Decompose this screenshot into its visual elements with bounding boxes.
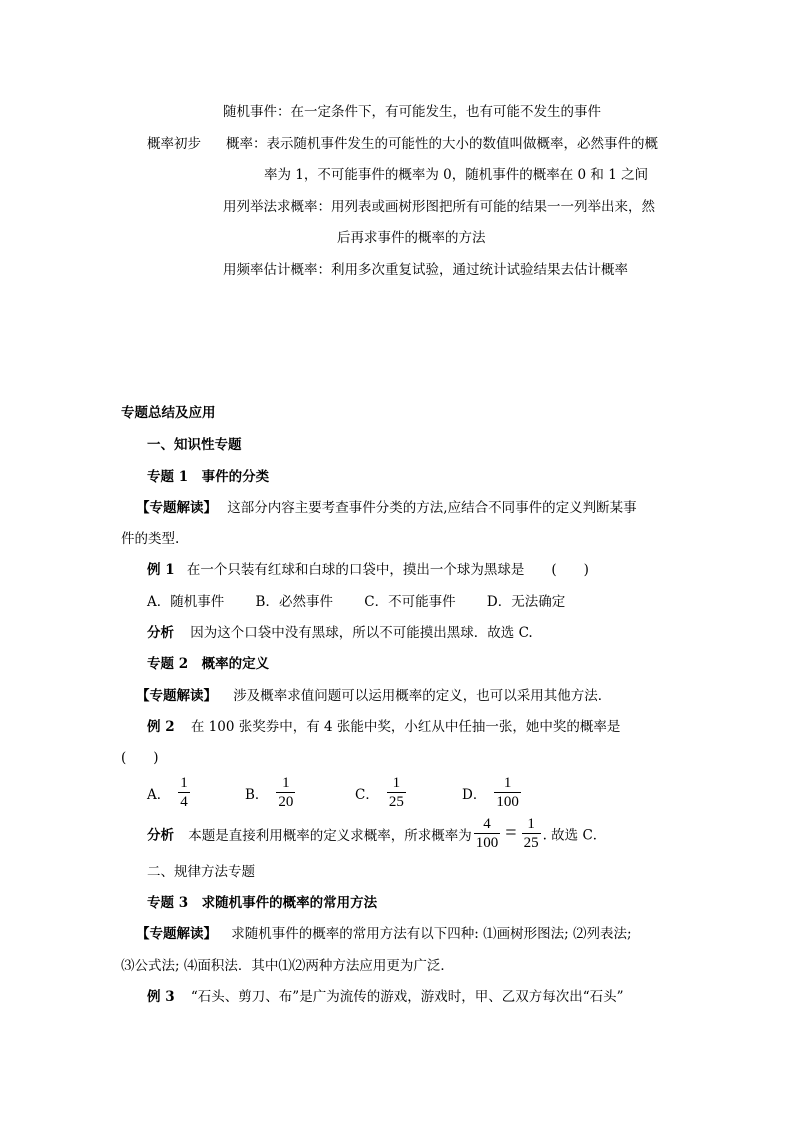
part2-heading: 二、规律方法专题 <box>147 864 255 880</box>
example2-option-c <box>355 774 408 811</box>
list-method-line-2: 后再求事件的概率的方法 <box>337 230 486 246</box>
example2-option-d <box>462 774 523 811</box>
option-a-fraction: $\frac{1}{4}$ <box>180 775 188 810</box>
analysis-fraction-1: $\frac{4}{100}$ <box>475 816 499 851</box>
option-b-label: B． <box>245 786 269 803</box>
option-d-fraction: $\frac{1}{100}$ <box>496 775 519 810</box>
option-c-label: C． <box>355 786 379 803</box>
example1-line <box>147 560 589 580</box>
list-method-line-1: 用列举法求概率：用列表或画树形图把所有可能的结果一一列举出来，然 <box>223 199 655 215</box>
example3-label: 例 3 <box>147 989 175 1005</box>
example2-line <box>147 717 620 737</box>
example1-analysis-text: 因为这个口袋中没有黑球，所以不可能摸出黑球．故选 C. <box>190 625 533 641</box>
option-d-label: D． <box>462 786 487 803</box>
example3-line <box>147 987 624 1007</box>
example2-analysis <box>147 815 606 852</box>
topic-label: 概率初步 <box>147 136 201 152</box>
random-event-line: 随机事件：在一定条件下，有可能发生，也有可能不发生的事件 <box>223 104 601 120</box>
topic2-text: 涉及概率求值问题可以运用概率的定义，也可以采用其他方法． <box>233 688 612 704</box>
example1-label: 例 1 <box>147 562 175 578</box>
frequency-method-line: 用频率估计概率：利用多次重复试验，通过统计试验结果去估计概率 <box>223 262 628 278</box>
probability-line-2: 率为 1，不可能事件的概率为 0，随机事件的概率在 0 和 1 之间 <box>264 167 649 183</box>
topic2-title: 专题 2 概率的定义 <box>147 656 270 672</box>
topic1-label: 【专题解读】 <box>136 500 217 516</box>
example3-text: “石头、剪刀、布”是广为流传的游戏，游戏时，甲、乙双方每次出“石头” <box>190 989 624 1005</box>
analysis-fraction-2: $\frac{1}{25}$ <box>523 816 539 851</box>
section-title: 专题总结及应用 <box>121 405 216 421</box>
example2-text-1: 在 100 张奖券中，有 4 张能中奖，小红从中任抽一张，她中奖的概率是 <box>190 719 621 735</box>
example1-text: 在一个只装有红球和白球的口袋中，摸出一个球为黑球是 ( ) <box>186 562 589 578</box>
topic1-title: 专题 1 事件的分类 <box>147 469 270 485</box>
topic1-text-1: 这部分内容主要考查事件分类的方法,应结合不同事件的定义判断某事 <box>227 500 637 516</box>
topic3-text-2: ⑶公式法; ⑷面积法．其中⑴⑵两种方法应用更为广泛． <box>121 958 454 974</box>
example2-option-a <box>147 774 192 811</box>
topic3-title: 专题 3 求随机事件的概率的常用方法 <box>147 895 378 911</box>
example1-options: A．随机事件 B．必然事件 C．不可能事件 D．无法确定 <box>147 594 566 610</box>
example2-analysis-text: 本题是直接利用概率的定义求概率，所求概率为 <box>188 827 472 844</box>
topic3-label: 【专题解读】 <box>136 926 217 942</box>
option-a-label: A． <box>147 786 171 803</box>
example1-analysis <box>147 623 533 643</box>
topic3-reading <box>136 924 632 944</box>
example2-analysis-tail: . 故选 C． <box>542 827 607 844</box>
probability-line-1: 概率：表示随机事件发生的可能性的大小的数值叫做概率，必然事件的概 <box>226 136 658 152</box>
topic1-reading <box>136 498 637 518</box>
example1-analysis-label: 分析 <box>147 625 174 641</box>
example2-text-2: ( ) <box>121 750 159 766</box>
example2-label: 例 2 <box>147 719 175 735</box>
topic2-reading <box>136 686 611 706</box>
option-c-fraction: $\frac{1}{25}$ <box>388 775 404 810</box>
topic3-text-1: 求随机事件的概率的常用方法有以下四种: ⑴画树形图法; ⑵列表法; <box>231 926 632 942</box>
option-b-fraction: $\frac{1}{20}$ <box>278 775 294 810</box>
equals-sign: = <box>505 822 517 844</box>
topic2-label: 【专题解读】 <box>136 688 217 704</box>
example2-option-b <box>245 774 297 811</box>
example2-analysis-label: 分析 <box>147 827 174 844</box>
part1-heading: 一、知识性专题 <box>147 437 242 453</box>
topic1-text-2: 件的类型. <box>121 531 180 547</box>
